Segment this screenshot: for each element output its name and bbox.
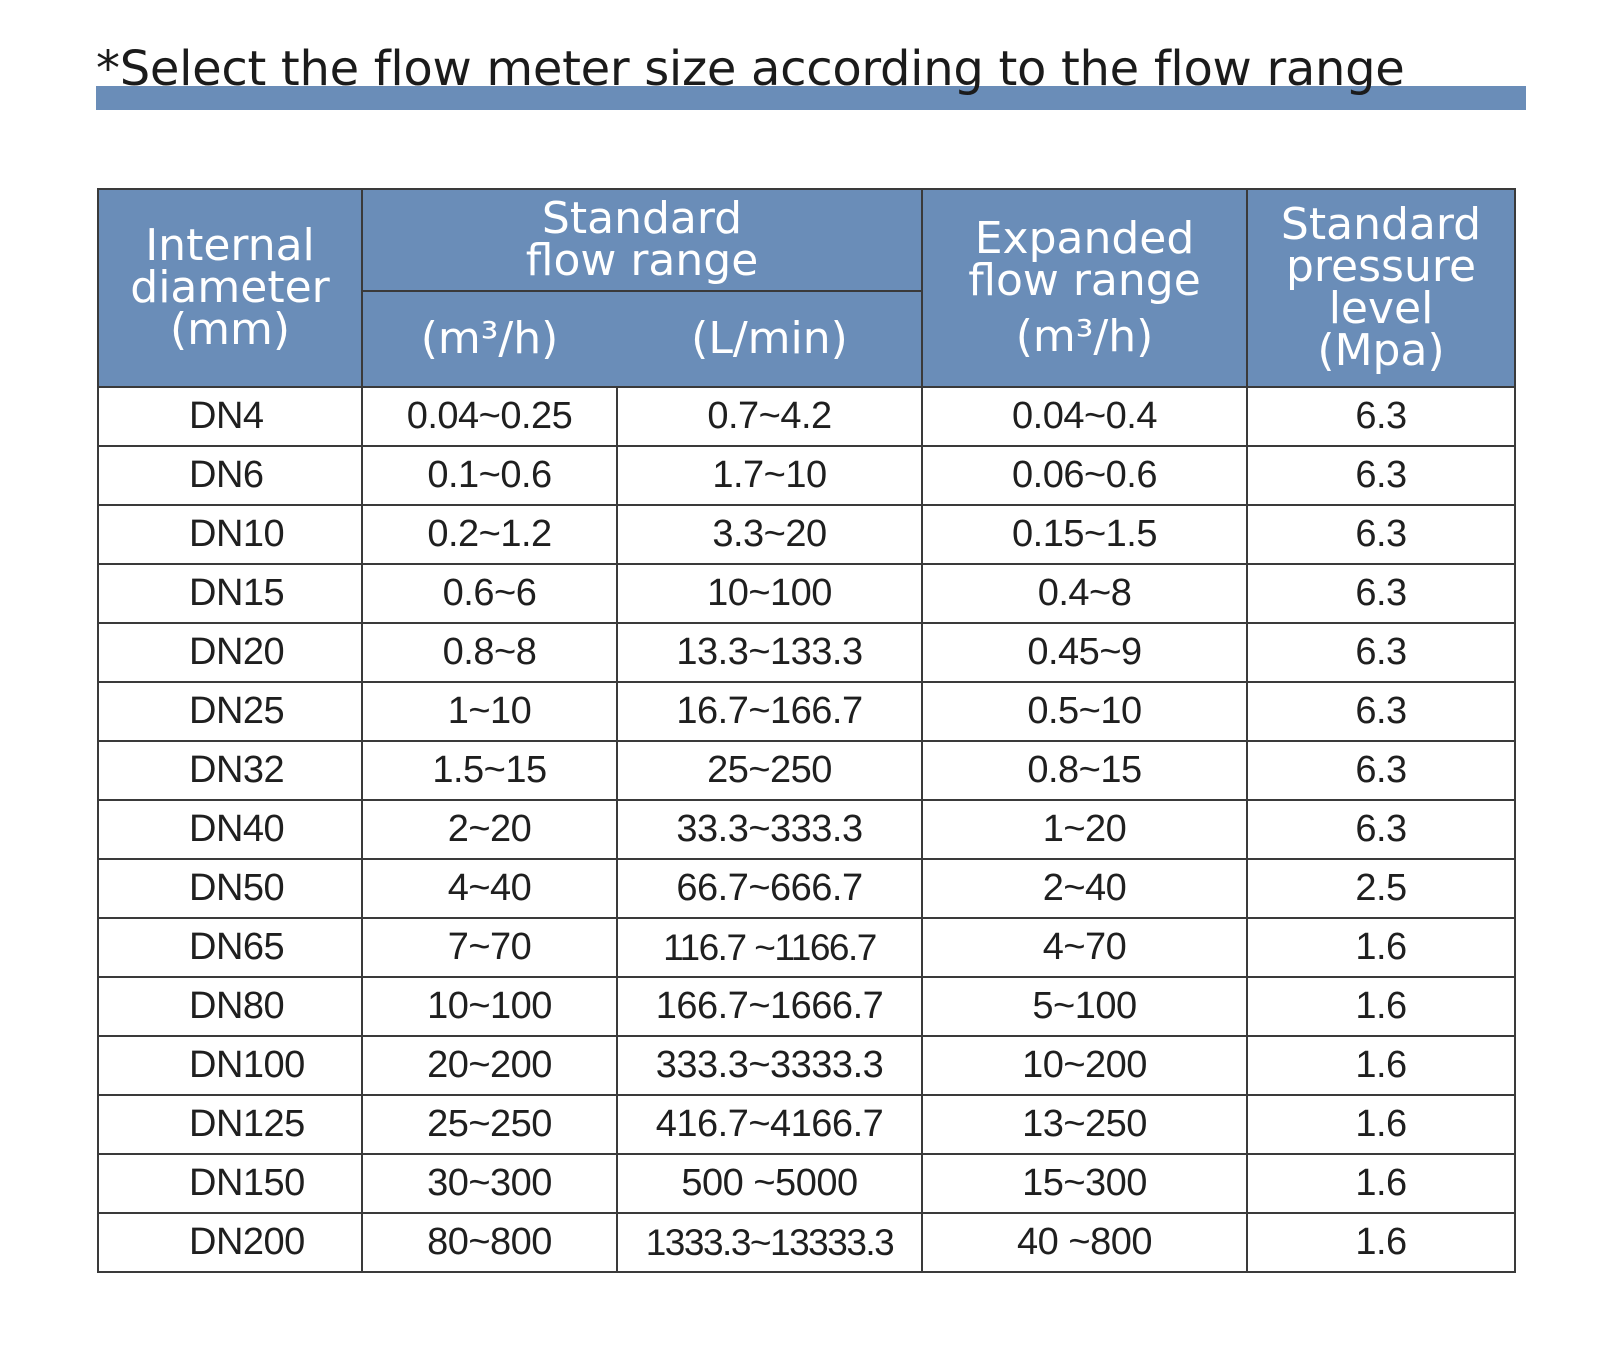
table-header bbox=[98, 189, 1515, 387]
table-row bbox=[98, 741, 1515, 800]
cell-standard-m3h: 20~200 bbox=[362, 1036, 617, 1095]
cell-expanded-m3h: 0.15~1.5 bbox=[922, 505, 1247, 564]
cell-internal-diameter: DN20 bbox=[98, 623, 362, 682]
cell-pressure-level: 2.5 bbox=[1247, 859, 1515, 918]
cell-standard-lmin: 3.3~20 bbox=[617, 505, 922, 564]
cell-internal-diameter: DN15 bbox=[98, 564, 362, 623]
cell-standard-m3h: 25~250 bbox=[362, 1095, 617, 1154]
table-row bbox=[98, 1213, 1515, 1272]
header-line: level bbox=[1328, 283, 1434, 334]
cell-standard-lmin: 1333.3~13333.3 bbox=[617, 1213, 922, 1272]
cell-pressure-level: 6.3 bbox=[1247, 682, 1515, 741]
cell-internal-diameter: DN25 bbox=[98, 682, 362, 741]
cell-expanded-m3h: 0.04~0.4 bbox=[922, 387, 1247, 446]
table-row bbox=[98, 977, 1515, 1036]
cell-standard-m3h: 0.2~1.2 bbox=[362, 505, 617, 564]
cell-standard-m3h: 30~300 bbox=[362, 1154, 617, 1213]
cell-internal-diameter: DN150 bbox=[98, 1154, 362, 1213]
cell-expanded-m3h: 5~100 bbox=[922, 977, 1247, 1036]
cell-internal-diameter: DN6 bbox=[98, 446, 362, 505]
header-unit-lmin: (L/min) bbox=[617, 291, 922, 387]
cell-expanded-m3h: 2~40 bbox=[922, 859, 1247, 918]
cell-standard-lmin: 0.7~4.2 bbox=[617, 387, 922, 446]
header-line: Standard bbox=[1280, 199, 1482, 250]
table-row bbox=[98, 918, 1515, 977]
table-row bbox=[98, 623, 1515, 682]
cell-pressure-level: 6.3 bbox=[1247, 741, 1515, 800]
cell-pressure-level: 6.3 bbox=[1247, 387, 1515, 446]
cell-expanded-m3h: 15~300 bbox=[922, 1154, 1247, 1213]
cell-expanded-m3h: 0.06~0.6 bbox=[922, 446, 1247, 505]
header-line: pressure bbox=[1285, 241, 1477, 292]
cell-pressure-level: 1.6 bbox=[1247, 1095, 1515, 1154]
header-line: (mm) bbox=[169, 304, 291, 355]
cell-standard-m3h: 0.6~6 bbox=[362, 564, 617, 623]
cell-internal-diameter: DN4 bbox=[98, 387, 362, 446]
cell-standard-lmin: 116.7 ~1166.7 bbox=[617, 918, 922, 977]
cell-standard-m3h: 0.04~0.25 bbox=[362, 387, 617, 446]
cell-standard-m3h: 80~800 bbox=[362, 1213, 617, 1272]
header-internal-diameter bbox=[98, 189, 362, 387]
cell-expanded-m3h: 13~250 bbox=[922, 1095, 1247, 1154]
table-row bbox=[98, 1036, 1515, 1095]
cell-expanded-m3h: 10~200 bbox=[922, 1036, 1247, 1095]
header-line: Standard bbox=[541, 193, 743, 244]
cell-expanded-m3h: 0.45~9 bbox=[922, 623, 1247, 682]
cell-standard-lmin: 33.3~333.3 bbox=[617, 800, 922, 859]
header-pressure-level bbox=[1247, 189, 1515, 387]
cell-internal-diameter: DN32 bbox=[98, 741, 362, 800]
title-banner bbox=[96, 34, 1526, 110]
cell-standard-lmin: 333.3~3333.3 bbox=[617, 1036, 922, 1095]
cell-pressure-level: 6.3 bbox=[1247, 505, 1515, 564]
table-row bbox=[98, 1154, 1515, 1213]
cell-internal-diameter: DN50 bbox=[98, 859, 362, 918]
header-line: Internal bbox=[145, 220, 315, 271]
table-row bbox=[98, 800, 1515, 859]
header-expanded-flow-range bbox=[922, 189, 1247, 387]
cell-standard-lmin: 10~100 bbox=[617, 564, 922, 623]
cell-pressure-level: 1.6 bbox=[1247, 1154, 1515, 1213]
cell-internal-diameter: DN200 bbox=[98, 1213, 362, 1272]
table-row bbox=[98, 446, 1515, 505]
cell-pressure-level: 6.3 bbox=[1247, 446, 1515, 505]
cell-internal-diameter: DN10 bbox=[98, 505, 362, 564]
flow-range-table bbox=[97, 188, 1516, 1273]
cell-standard-lmin: 13.3~133.3 bbox=[617, 623, 922, 682]
cell-standard-m3h: 2~20 bbox=[362, 800, 617, 859]
cell-expanded-m3h: 40 ~800 bbox=[922, 1213, 1247, 1272]
cell-pressure-level: 1.6 bbox=[1247, 1213, 1515, 1272]
cell-standard-m3h: 0.1~0.6 bbox=[362, 446, 617, 505]
table-row bbox=[98, 859, 1515, 918]
table-body bbox=[98, 387, 1515, 1272]
table-row bbox=[98, 682, 1515, 741]
cell-internal-diameter: DN65 bbox=[98, 918, 362, 977]
cell-internal-diameter: DN125 bbox=[98, 1095, 362, 1154]
table-row bbox=[98, 564, 1515, 623]
header-standard-flow-range bbox=[362, 189, 922, 291]
cell-expanded-m3h: 0.4~8 bbox=[922, 564, 1247, 623]
cell-pressure-level: 1.6 bbox=[1247, 918, 1515, 977]
cell-pressure-level: 1.6 bbox=[1247, 1036, 1515, 1095]
cell-internal-diameter: DN80 bbox=[98, 977, 362, 1036]
table-row bbox=[98, 387, 1515, 446]
cell-standard-lmin: 66.7~666.7 bbox=[617, 859, 922, 918]
header-line: (Mpa) bbox=[1317, 325, 1445, 376]
header-line: flow range bbox=[968, 255, 1201, 306]
cell-pressure-level: 6.3 bbox=[1247, 800, 1515, 859]
cell-standard-lmin: 1.7~10 bbox=[617, 446, 922, 505]
cell-standard-lmin: 25~250 bbox=[617, 741, 922, 800]
cell-standard-lmin: 16.7~166.7 bbox=[617, 682, 922, 741]
cell-expanded-m3h: 0.5~10 bbox=[922, 682, 1247, 741]
cell-expanded-m3h: 4~70 bbox=[922, 918, 1247, 977]
cell-standard-lmin: 166.7~1666.7 bbox=[617, 977, 922, 1036]
page-title: *Select the flow meter size according to the flow range bbox=[96, 41, 1405, 97]
table-row bbox=[98, 505, 1515, 564]
table-row bbox=[98, 1095, 1515, 1154]
cell-expanded-m3h: 1~20 bbox=[922, 800, 1247, 859]
cell-pressure-level: 6.3 bbox=[1247, 623, 1515, 682]
cell-pressure-level: 1.6 bbox=[1247, 977, 1515, 1036]
header-line: flow range bbox=[525, 235, 759, 286]
header-line: Expanded bbox=[974, 213, 1195, 264]
cell-expanded-m3h: 0.8~15 bbox=[922, 741, 1247, 800]
cell-standard-m3h: 7~70 bbox=[362, 918, 617, 977]
header-line: diameter bbox=[130, 262, 330, 313]
header-line: (m³/h) bbox=[1015, 311, 1154, 362]
cell-standard-m3h: 4~40 bbox=[362, 859, 617, 918]
cell-standard-lmin: 500 ~5000 bbox=[617, 1154, 922, 1213]
cell-standard-m3h: 1~10 bbox=[362, 682, 617, 741]
cell-standard-m3h: 1.5~15 bbox=[362, 741, 617, 800]
header-unit-m3h: (m³/h) bbox=[362, 291, 617, 387]
cell-standard-m3h: 0.8~8 bbox=[362, 623, 617, 682]
cell-internal-diameter: DN100 bbox=[98, 1036, 362, 1095]
cell-standard-lmin: 416.7~4166.7 bbox=[617, 1095, 922, 1154]
cell-standard-m3h: 10~100 bbox=[362, 977, 617, 1036]
cell-internal-diameter: DN40 bbox=[98, 800, 362, 859]
cell-pressure-level: 6.3 bbox=[1247, 564, 1515, 623]
